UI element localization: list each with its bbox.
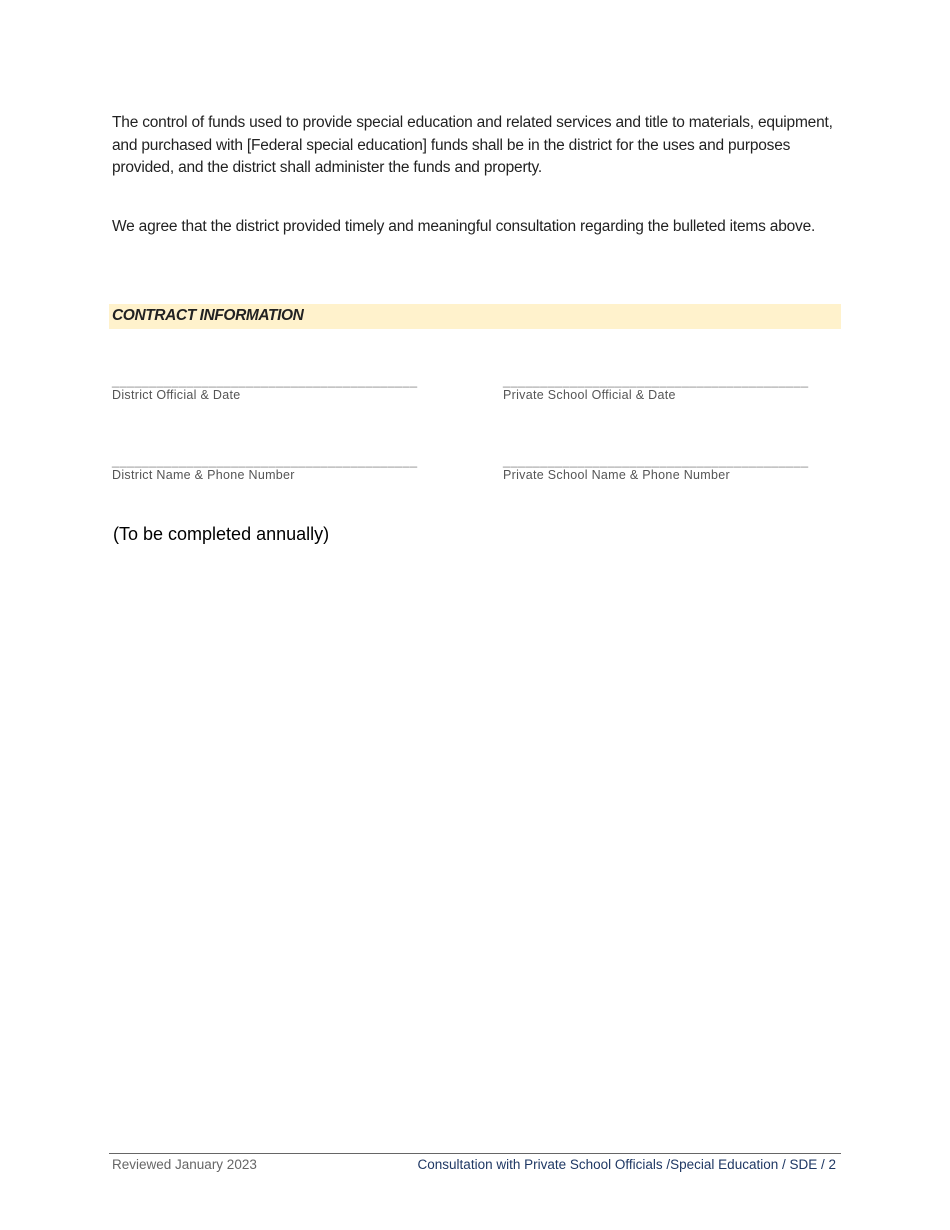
- footer-document-title: Consultation with Private School Officials /Special Education / SDE / 2: [417, 1157, 836, 1172]
- signature-line: _________________________________________: [112, 454, 418, 468]
- footer-review-date: Reviewed January 2023: [112, 1157, 257, 1172]
- page-footer: [109, 1153, 841, 1172]
- section-heading: CONTRACT INFORMATION: [112, 307, 304, 324]
- signature-district-official: [112, 376, 418, 402]
- annual-note: (To be completed annually): [113, 524, 330, 544]
- signature-label: Private School Official & Date: [503, 388, 676, 402]
- signature-line: _________________________________________: [112, 374, 418, 388]
- signature-line: _________________________________________: [503, 374, 809, 388]
- funds-control-paragraph: The control of funds used to provide special education and related services and title to materials, equipment, and purchased with [Federal special education] funds shall be in the district for the uses and purposes provided, and the district shall administer the funds and property.: [112, 114, 833, 176]
- signature-private-school-official: [503, 376, 809, 402]
- signature-label: District Name & Phone Number: [112, 468, 295, 482]
- signature-private-school-name-phone: [503, 456, 809, 482]
- signature-label: District Official & Date: [112, 388, 241, 402]
- signature-line: _________________________________________: [503, 454, 809, 468]
- section-heading-band: [109, 304, 841, 329]
- agreement-paragraph: We agree that the district provided timely and meaningful consultation regarding the bulleted items above.: [112, 218, 816, 235]
- signature-district-name-phone: [112, 456, 418, 482]
- signature-label: Private School Name & Phone Number: [503, 468, 730, 482]
